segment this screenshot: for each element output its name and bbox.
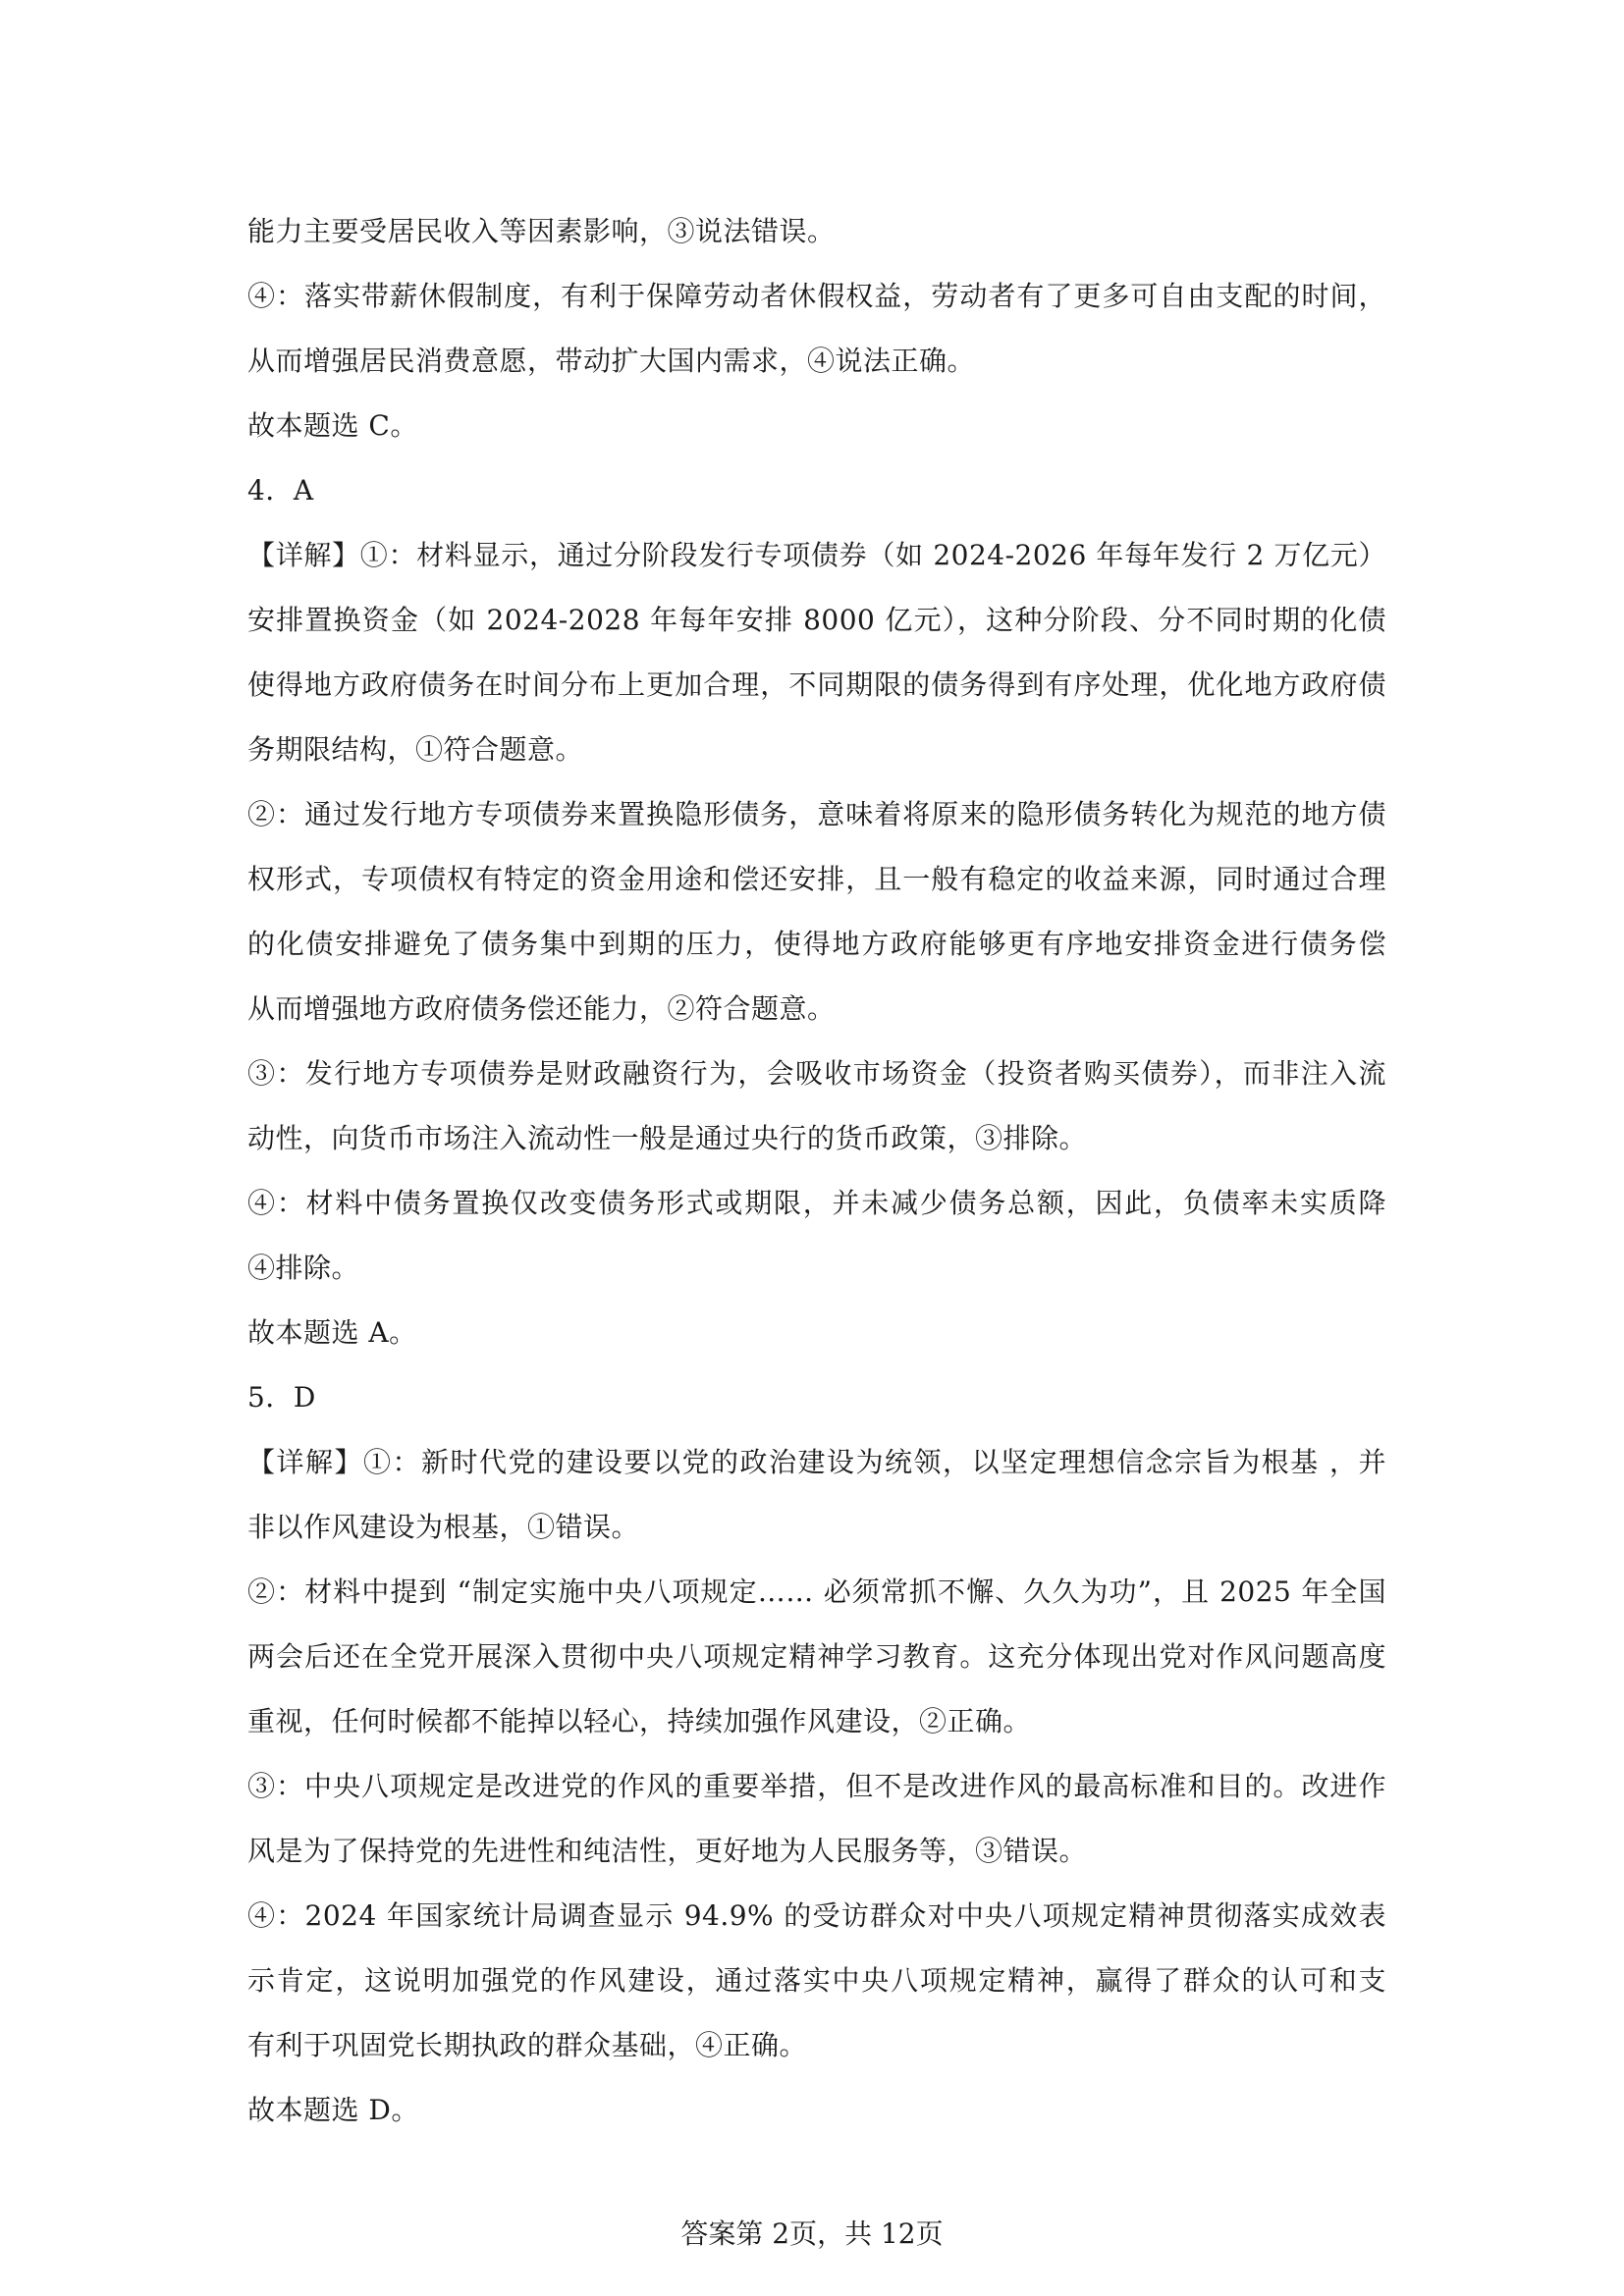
text-line: 两会后还在全党开展深入贯彻中央八项规定精神学习教育。这充分体现出党对作风问题高度 bbox=[247, 1640, 1386, 1673]
text-line: 务期限结构，①符合题意。 bbox=[247, 733, 584, 766]
text-line: 【详解】①：新时代党的建设要以党的政治建设为统领，以坚定理想信念宗旨为根基 ，并 bbox=[247, 1446, 1386, 1478]
text-line: ④：材料中债务置换仅改变债务形式或期限，并未减少债务总额，因此，负债率未实质降 bbox=[247, 1187, 1386, 1219]
text-line: ③：发行地方专项债券是财政融资行为，会吸收市场资金（投资者购买债券），而非注入流 bbox=[247, 1057, 1386, 1090]
text-line: 风是为了保持党的先进性和纯洁性，更好地为人民服务等，③错误。 bbox=[247, 1835, 1088, 1867]
text-line: ④：2024 年国家统计局调查显示 94.9% 的受访群众对中央八项规定精神贯彻落实成效表 bbox=[247, 1899, 1386, 1932]
text-line: 故本题选 C。 bbox=[247, 409, 418, 442]
text-line: 非以作风建设为根基，①错误。 bbox=[247, 1511, 640, 1543]
text-line: 【详解】①：材料显示，通过分阶段发行专项债券（如 2024-2026 年每年发行 2 万亿元） bbox=[247, 539, 1386, 571]
text-line: ③：中央八项规定是改进党的作风的重要举措，但不是改进作风的最高标准和目的。改进作 bbox=[247, 1770, 1386, 1802]
text-line: 从而增强居民消费意愿，带动扩大国内需求，④说法正确。 bbox=[247, 345, 976, 377]
text-line: 能力主要受居民收入等因素影响，③说法错误。 bbox=[247, 215, 836, 247]
text-line: ④排除。 bbox=[247, 1252, 360, 1284]
text-line: ②：通过发行地方专项债券来置换隐形债务，意味着将原来的隐形债务转化为规范的地方债 bbox=[247, 798, 1386, 830]
text-line: 有利于巩固党长期执政的群众基础，④正确。 bbox=[247, 2029, 808, 2061]
text-line: ②：材料中提到 “制定实施中央八项规定…… 必须常抓不懈、久久为功”，且 2025 年全国 bbox=[247, 1575, 1386, 1608]
text-line: 使得地方政府债务在时间分布上更加合理，不同期限的债务得到有序处理，优化地方政府债 bbox=[247, 668, 1386, 701]
question-number: 5．D bbox=[247, 1381, 316, 1414]
text-line: 重视，任何时候都不能掉以轻心，持续加强作风建设，②正确。 bbox=[247, 1705, 1032, 1737]
text-line: 安排置换资金（如 2024-2028 年每年安排 8000 亿元），这种分阶段、分不同时期的化债 bbox=[247, 604, 1386, 636]
text-line: 故本题选 A。 bbox=[247, 1316, 417, 1349]
answer-text-body bbox=[247, 199, 1386, 2143]
text-line: 故本题选 D。 bbox=[247, 2094, 419, 2126]
text-line: 从而增强地方政府债务偿还能力，②符合题意。 bbox=[247, 992, 836, 1025]
page-footer: 答案第 2页，共 12页 bbox=[680, 2217, 944, 2250]
text-line: 示肯定，这说明加强党的作风建设，通过落实中央八项规定精神，赢得了群众的认可和支 bbox=[247, 1964, 1386, 1997]
text-line: 的化债安排避免了债务集中到期的压力，使得地方政府能够更有序地安排资金进行债务偿 bbox=[247, 928, 1386, 960]
question-number: 4．A bbox=[247, 474, 314, 507]
text-line: 权形式，专项债权有特定的资金用途和偿还安排，且一般有稳定的收益来源，同时通过合理 bbox=[247, 863, 1386, 895]
text-line: ④：落实带薪休假制度，有利于保障劳动者休假权益，劳动者有了更多可自由支配的时间， bbox=[247, 280, 1386, 312]
text-line: 动性，向货币市场注入流动性一般是通过央行的货币政策，③排除。 bbox=[247, 1122, 1088, 1154]
